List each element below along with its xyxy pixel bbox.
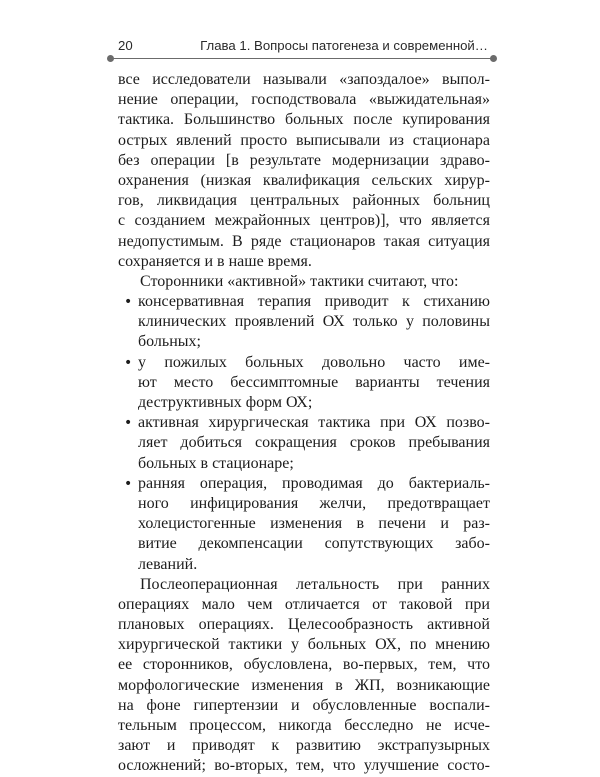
- text-line: зают и приводят к развитию экстрапузырных: [118, 737, 490, 755]
- text-line: операциях мало чем отличается от таковой при: [118, 595, 490, 613]
- text-line: без операции [в результате модернизации здраво-: [118, 151, 490, 169]
- text-line: ее сторонников, обусловлена, во-первых, тем, что: [118, 656, 490, 674]
- bullet-marker: •: [124, 475, 133, 492]
- text-line: плановых операциях. Целесообразность активной: [118, 616, 490, 634]
- text-line: тактика. Большинство больных после купирования: [118, 111, 490, 129]
- bullet-marker: •: [124, 294, 133, 311]
- bullet-item-line: ляет добиться сокращения сроков пребывания: [138, 434, 490, 452]
- text-line: охранения (низкая квалификация сельских хирур-: [118, 171, 490, 189]
- text-line: гов, ликвидация центральных районных больниц: [118, 192, 490, 210]
- bullet-item-line: леваний.: [138, 555, 198, 573]
- text-line: морфологические изменения в ЖП, возникающие: [118, 676, 490, 694]
- bullet-item-line: ного инфицирования желчи, предотвращает: [138, 494, 490, 512]
- bullet-item-line: • активная хирургическая тактика при ОХ позво-: [118, 413, 490, 433]
- text-line: Послеоперационная летальность при ранних: [140, 575, 490, 593]
- text-line: недопустимым. В ряде стационаров такая ситуация: [118, 232, 490, 250]
- page-number: 20: [118, 38, 133, 53]
- running-title: Глава 1. Вопросы патогенеза и современной…: [200, 38, 488, 53]
- bullet-item-line: ют место бессимптомные варианты течения: [138, 373, 490, 391]
- bullet-item-line: • ранняя операция, проводимая до бактериаль-: [118, 474, 490, 494]
- bullet-item-line: • консервативная терапия приводит к стиханию: [118, 292, 490, 312]
- bullet-item-line: клинических проявлений ОХ только у половины: [138, 313, 490, 331]
- text-line: все исследователи называли «запоздалое» выпол-: [118, 71, 490, 88]
- text-line: сохраняется и в наше время.: [118, 252, 312, 270]
- bullet-item-line: больных в стационаре;: [138, 454, 294, 472]
- text-line: Сторонники «активной» тактики считают, что:: [140, 272, 459, 290]
- bullet-item-line: холецистогенные изменения в печени и раз-: [138, 515, 490, 533]
- bullet-item-line: деструктивных форм ОХ;: [138, 394, 313, 411]
- bullet-marker: •: [124, 354, 133, 371]
- text-line: острых явлений просто выписывали из стационара: [118, 131, 490, 149]
- rule-end-dot-left: [107, 55, 114, 62]
- body-text: [118, 70, 490, 777]
- rule-end-dot-right: [490, 55, 497, 62]
- header-rule: [110, 58, 494, 59]
- text-line: осложнений; во-вторых, тем, что улучшение состо-: [118, 757, 490, 775]
- text-line: хирургической тактики у больных ОХ, по мнению: [118, 636, 490, 654]
- text-line: с созданием межрайонных центров)], что является: [118, 212, 490, 230]
- text-line: тельным процессом, никогда бесследно не исче-: [118, 717, 490, 734]
- bullet-item-line: витие декомпенсации сопутствующих забо-: [138, 535, 490, 553]
- bullet-item-line: • у пожилых больных довольно часто име-: [118, 353, 490, 373]
- bullet-item-line: больных;: [138, 333, 201, 351]
- text-line: нение операции, господствовала «выжидательная»: [118, 91, 490, 109]
- text-line: на фоне гипертензии и обусловленные воспали-: [118, 696, 490, 714]
- bullet-marker: •: [124, 415, 133, 432]
